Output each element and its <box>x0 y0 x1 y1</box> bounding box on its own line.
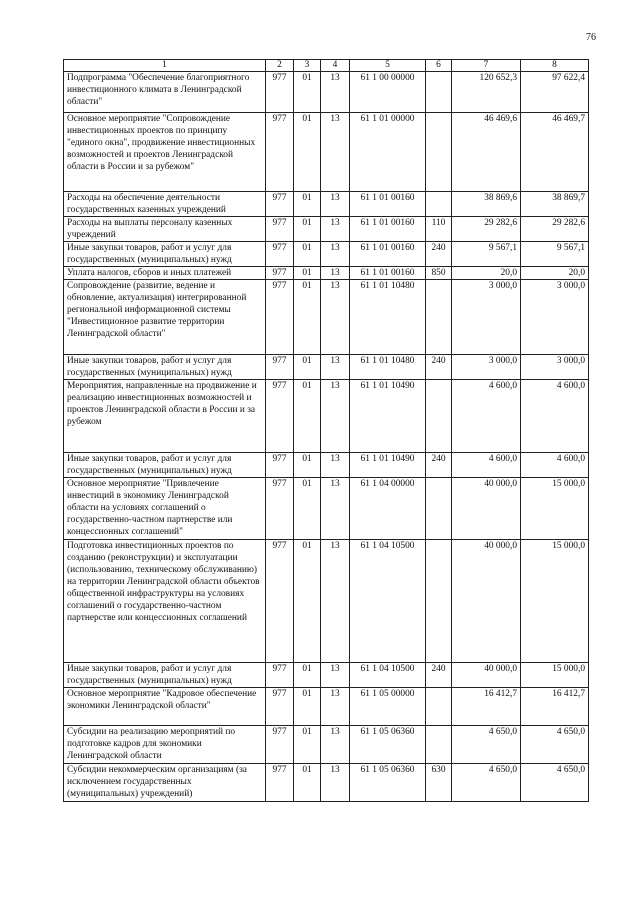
cell-target-article: 61 1 04 10500 <box>350 662 426 687</box>
cell-code: 977 <box>266 380 294 453</box>
cell-subsection: 13 <box>321 72 350 113</box>
page-number: 76 <box>586 32 596 43</box>
cell-amount-col8: 4 650,0 <box>521 725 589 763</box>
cell-section: 01 <box>294 380 321 453</box>
cell-section: 01 <box>294 280 321 355</box>
cell-subsection: 13 <box>321 539 350 662</box>
table-row <box>64 72 589 113</box>
cell-amount-col8: 15 000,0 <box>521 662 589 687</box>
cell-subsection: 13 <box>321 242 350 267</box>
row-name: Субсидии на реализацию мероприятий по подготовке кадров для экономики Ленинградской области <box>64 725 266 763</box>
cell-subsection: 13 <box>321 280 350 355</box>
cell-expense-type <box>426 478 452 539</box>
column-header: 5 <box>350 60 426 72</box>
table-row <box>64 355 589 380</box>
cell-expense-type <box>426 380 452 453</box>
cell-target-article: 61 1 01 00160 <box>350 267 426 280</box>
cell-amount-col7: 9 567,1 <box>452 242 521 267</box>
cell-code: 977 <box>266 280 294 355</box>
cell-subsection: 13 <box>321 380 350 453</box>
cell-amount-col7: 3 000,0 <box>452 355 521 380</box>
cell-section: 01 <box>294 113 321 192</box>
column-header: 4 <box>321 60 350 72</box>
cell-amount-col7: 4 650,0 <box>452 725 521 763</box>
cell-amount-col7: 4 600,0 <box>452 380 521 453</box>
table-row <box>64 725 589 763</box>
cell-amount-col7: 38 869,6 <box>452 192 521 217</box>
table-row <box>64 539 589 662</box>
cell-section: 01 <box>294 478 321 539</box>
cell-amount-col8: 29 282,6 <box>521 217 589 242</box>
row-name: Иные закупки товаров, работ и услуг для государственных (муниципальных) нужд <box>64 355 266 380</box>
row-name: Расходы на выплаты персоналу казенных учреждений <box>64 217 266 242</box>
cell-amount-col8: 4 600,0 <box>521 380 589 453</box>
column-header: 1 <box>64 60 266 72</box>
cell-target-article: 61 1 01 10480 <box>350 280 426 355</box>
row-name: Подготовка инвестиционных проектов по созданию (реконструкции) и эксплуатации (использованию, техническому обслуживанию) на территории Ленинградской области объектов общественной инфраструктуры на условиях соглашений о государственно-частном партнерстве или концессионных соглашений <box>64 539 266 662</box>
cell-code: 977 <box>266 72 294 113</box>
cell-target-article: 61 1 01 10490 <box>350 453 426 478</box>
cell-target-article: 61 1 05 06360 <box>350 763 426 801</box>
cell-code: 977 <box>266 242 294 267</box>
cell-code: 977 <box>266 687 294 725</box>
cell-section: 01 <box>294 763 321 801</box>
table-row <box>64 453 589 478</box>
cell-subsection: 13 <box>321 763 350 801</box>
cell-subsection: 13 <box>321 355 350 380</box>
cell-code: 977 <box>266 725 294 763</box>
table-row <box>64 763 589 801</box>
cell-expense-type: 240 <box>426 453 452 478</box>
cell-code: 977 <box>266 267 294 280</box>
cell-expense-type <box>426 280 452 355</box>
cell-expense-type <box>426 725 452 763</box>
cell-amount-col7: 120 652,3 <box>452 72 521 113</box>
cell-section: 01 <box>294 72 321 113</box>
cell-amount-col8: 4 600,0 <box>521 453 589 478</box>
header-row <box>64 60 589 72</box>
cell-code: 977 <box>266 453 294 478</box>
cell-target-article: 61 1 01 10490 <box>350 380 426 453</box>
cell-amount-col8: 3 000,0 <box>521 355 589 380</box>
cell-expense-type: 240 <box>426 355 452 380</box>
cell-expense-type: 240 <box>426 662 452 687</box>
cell-code: 977 <box>266 662 294 687</box>
table-row <box>64 478 589 539</box>
table-row <box>64 242 589 267</box>
cell-amount-col7: 40 000,0 <box>452 478 521 539</box>
row-name: Основное мероприятие "Кадровое обеспечение экономики Ленинградской области" <box>64 687 266 725</box>
table-row <box>64 687 589 725</box>
cell-expense-type <box>426 113 452 192</box>
cell-target-article: 61 1 04 00000 <box>350 478 426 539</box>
table-row <box>64 380 589 453</box>
cell-amount-col7: 29 282,6 <box>452 217 521 242</box>
row-name: Основное мероприятие "Сопровождение инвестиционных проектов по принципу "единого окна", продвижение инвестиционных возможностей и проектов Ленинградской области в России и за рубежом" <box>64 113 266 192</box>
cell-amount-col7: 20,0 <box>452 267 521 280</box>
column-header: 3 <box>294 60 321 72</box>
row-name: Иные закупки товаров, работ и услуг для государственных (муниципальных) нужд <box>64 453 266 478</box>
cell-expense-type: 110 <box>426 217 452 242</box>
cell-amount-col7: 46 469,6 <box>452 113 521 192</box>
cell-amount-col8: 3 000,0 <box>521 280 589 355</box>
table-row <box>64 280 589 355</box>
cell-expense-type <box>426 539 452 662</box>
cell-code: 977 <box>266 763 294 801</box>
table-body <box>64 72 589 802</box>
cell-subsection: 13 <box>321 267 350 280</box>
cell-expense-type <box>426 72 452 113</box>
cell-expense-type: 850 <box>426 267 452 280</box>
cell-amount-col7: 16 412,7 <box>452 687 521 725</box>
row-name: Сопровождение (развитие, ведение и обновление, актуализация) интегрированной региональной информационной системы "Инвестиционное развитие территории Ленинградской области" <box>64 280 266 355</box>
cell-section: 01 <box>294 687 321 725</box>
cell-amount-col8: 46 469,7 <box>521 113 589 192</box>
cell-subsection: 13 <box>321 725 350 763</box>
cell-section: 01 <box>294 192 321 217</box>
cell-subsection: 13 <box>321 453 350 478</box>
cell-subsection: 13 <box>321 662 350 687</box>
cell-target-article: 61 1 01 10480 <box>350 355 426 380</box>
cell-amount-col8: 15 000,0 <box>521 478 589 539</box>
cell-section: 01 <box>294 355 321 380</box>
column-header: 7 <box>452 60 521 72</box>
cell-target-article: 61 1 00 00000 <box>350 72 426 113</box>
cell-amount-col7: 40 000,0 <box>452 539 521 662</box>
cell-amount-col8: 4 650,0 <box>521 763 589 801</box>
cell-amount-col7: 3 000,0 <box>452 280 521 355</box>
row-name: Иные закупки товаров, работ и услуг для государственных (муниципальных) нужд <box>64 242 266 267</box>
cell-section: 01 <box>294 217 321 242</box>
cell-section: 01 <box>294 267 321 280</box>
cell-amount-col8: 15 000,0 <box>521 539 589 662</box>
cell-target-article: 61 1 05 00000 <box>350 687 426 725</box>
row-name: Иные закупки товаров, работ и услуг для государственных (муниципальных) нужд <box>64 662 266 687</box>
cell-subsection: 13 <box>321 478 350 539</box>
cell-target-article: 61 1 01 00160 <box>350 242 426 267</box>
table-row <box>64 192 589 217</box>
table-row <box>64 267 589 280</box>
cell-section: 01 <box>294 242 321 267</box>
cell-expense-type <box>426 192 452 217</box>
cell-section: 01 <box>294 453 321 478</box>
cell-amount-col8: 9 567,1 <box>521 242 589 267</box>
cell-section: 01 <box>294 662 321 687</box>
cell-expense-type: 630 <box>426 763 452 801</box>
column-header: 8 <box>521 60 589 72</box>
cell-code: 977 <box>266 539 294 662</box>
row-name: Подпрограмма "Обеспечение благоприятного инвестиционного климата в Ленинградской области" <box>64 72 266 113</box>
cell-expense-type <box>426 687 452 725</box>
cell-section: 01 <box>294 725 321 763</box>
cell-code: 977 <box>266 478 294 539</box>
row-name: Расходы на обеспечение деятельности государственных казенных учреждений <box>64 192 266 217</box>
cell-expense-type: 240 <box>426 242 452 267</box>
cell-section: 01 <box>294 539 321 662</box>
row-name: Основное мероприятие "Привлечение инвестиций в экономику Ленинградской области на условиях соглашений о государственно-частном партнерстве или концессионных соглашений" <box>64 478 266 539</box>
cell-target-article: 61 1 01 00160 <box>350 192 426 217</box>
column-header: 2 <box>266 60 294 72</box>
cell-target-article: 61 1 05 06360 <box>350 725 426 763</box>
cell-amount-col7: 4 600,0 <box>452 453 521 478</box>
table-row <box>64 113 589 192</box>
cell-amount-col8: 20,0 <box>521 267 589 280</box>
cell-amount-col8: 38 869,7 <box>521 192 589 217</box>
row-name: Уплата налогов, сборов и иных платежей <box>64 267 266 280</box>
cell-amount-col7: 4 650,0 <box>452 763 521 801</box>
cell-amount-col8: 16 412,7 <box>521 687 589 725</box>
cell-target-article: 61 1 01 00160 <box>350 217 426 242</box>
cell-target-article: 61 1 04 10500 <box>350 539 426 662</box>
cell-code: 977 <box>266 355 294 380</box>
column-header: 6 <box>426 60 452 72</box>
cell-target-article: 61 1 01 00000 <box>350 113 426 192</box>
table-row <box>64 217 589 242</box>
budget-table <box>63 59 589 802</box>
cell-amount-col7: 40 000,0 <box>452 662 521 687</box>
cell-subsection: 13 <box>321 113 350 192</box>
row-name: Субсидии некоммерческим организациям (за исключением государственных (муниципальных) учреждений) <box>64 763 266 801</box>
row-name: Мероприятия, направленные на продвижение и реализацию инвестиционных возможностей и проектов Ленинградской области в России и за рубежом <box>64 380 266 453</box>
cell-code: 977 <box>266 217 294 242</box>
cell-subsection: 13 <box>321 192 350 217</box>
table-row <box>64 662 589 687</box>
cell-subsection: 13 <box>321 687 350 725</box>
cell-amount-col8: 97 622,4 <box>521 72 589 113</box>
cell-subsection: 13 <box>321 217 350 242</box>
cell-code: 977 <box>266 113 294 192</box>
cell-code: 977 <box>266 192 294 217</box>
